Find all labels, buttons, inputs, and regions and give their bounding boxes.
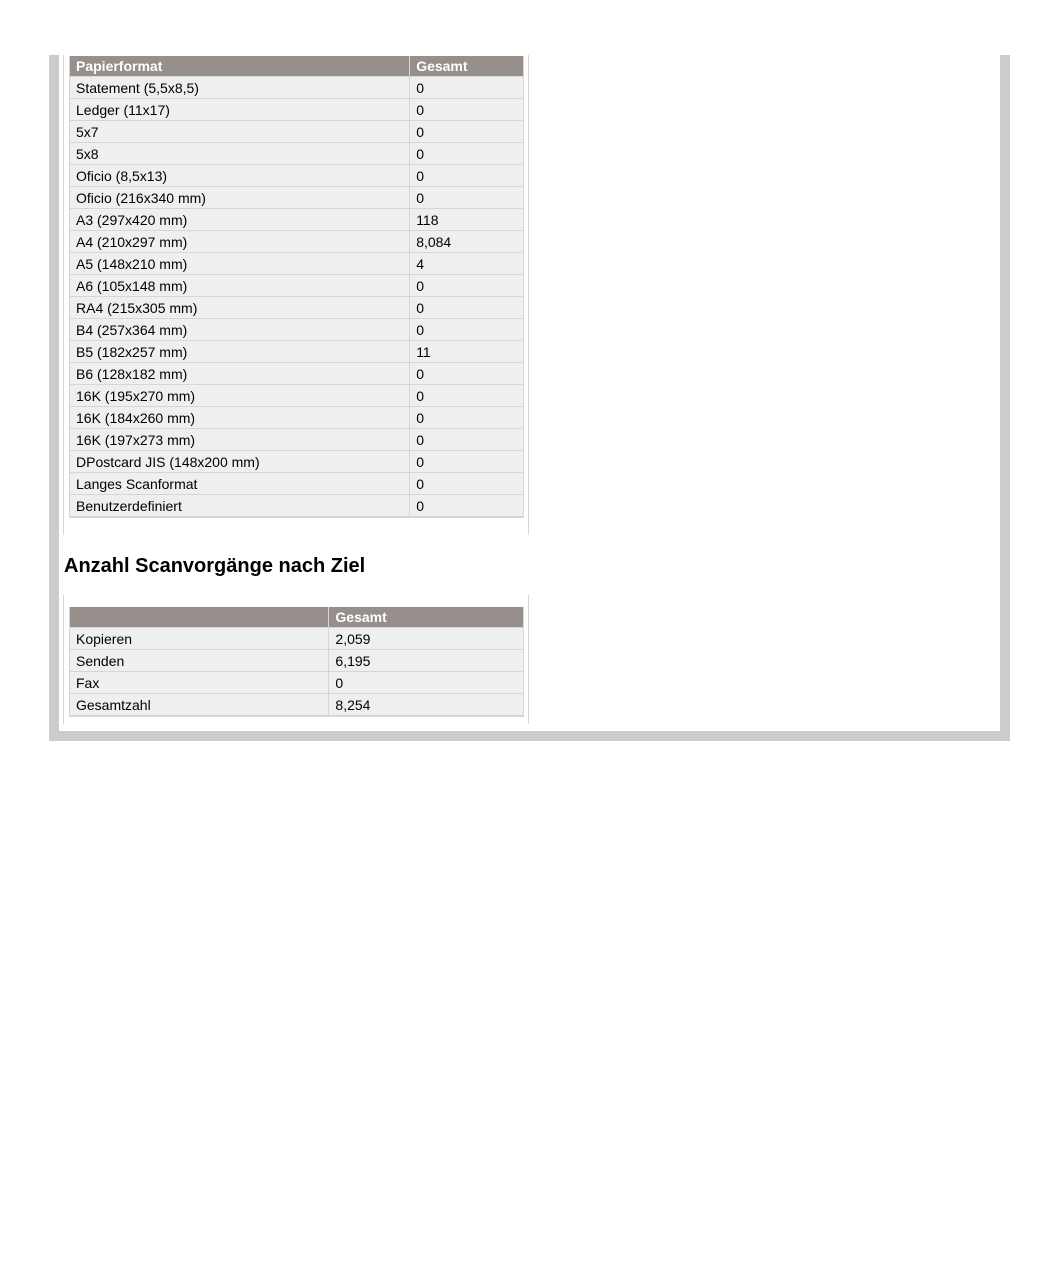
table-row xyxy=(70,429,524,451)
paper-size-cell: RA4 (215x305 mm) xyxy=(70,297,410,319)
paper-size-cell: Oficio (216x340 mm) xyxy=(70,187,410,209)
paper-size-cell: Ledger (11x17) xyxy=(70,99,410,121)
paper-size-cell: DPostcard JIS (148x200 mm) xyxy=(70,451,410,473)
destination-table xyxy=(69,607,524,717)
table-row xyxy=(70,187,524,209)
total-cell: 0 xyxy=(410,297,524,319)
destination-cell: Kopieren xyxy=(70,628,329,650)
total-cell: 0 xyxy=(410,77,524,99)
paper-size-cell: A3 (297x420 mm) xyxy=(70,209,410,231)
total-cell: 0 xyxy=(410,319,524,341)
table-row xyxy=(70,495,524,518)
table-row xyxy=(70,385,524,407)
paper-size-cell: Statement (5,5x8,5) xyxy=(70,77,410,99)
table-row xyxy=(70,297,524,319)
table-row xyxy=(70,451,524,473)
destination-cell: Senden xyxy=(70,650,329,672)
table-row xyxy=(70,650,524,672)
table-row xyxy=(70,363,524,385)
table-row xyxy=(70,209,524,231)
total-cell: 8,254 xyxy=(329,694,524,717)
table-row xyxy=(70,121,524,143)
total-cell: 0 xyxy=(329,672,524,694)
paper-size-table-container xyxy=(63,55,529,535)
table-row xyxy=(70,407,524,429)
table-header-row xyxy=(70,56,524,77)
total-cell: 0 xyxy=(410,495,524,518)
table-row xyxy=(70,694,524,717)
table-row xyxy=(70,143,524,165)
column-header-total: Gesamt xyxy=(329,607,524,628)
paper-size-cell: B6 (128x182 mm) xyxy=(70,363,410,385)
total-cell: 0 xyxy=(410,99,524,121)
total-cell: 0 xyxy=(410,363,524,385)
table-row xyxy=(70,628,524,650)
destination-table-container xyxy=(63,595,529,724)
paper-size-table xyxy=(69,56,524,518)
report-frame xyxy=(49,55,1010,741)
paper-size-cell: Langes Scanformat xyxy=(70,473,410,495)
total-cell: 0 xyxy=(410,473,524,495)
total-cell: 0 xyxy=(410,275,524,297)
paper-size-cell: 5x8 xyxy=(70,143,410,165)
paper-size-cell: A6 (105x148 mm) xyxy=(70,275,410,297)
paper-size-cell: 5x7 xyxy=(70,121,410,143)
paper-size-cell: 16K (184x260 mm) xyxy=(70,407,410,429)
total-cell: 0 xyxy=(410,121,524,143)
total-cell: 0 xyxy=(410,385,524,407)
table-row xyxy=(70,341,524,363)
total-cell: 0 xyxy=(410,187,524,209)
total-cell: 6,195 xyxy=(329,650,524,672)
total-cell: 4 xyxy=(410,253,524,275)
column-header-total: Gesamt xyxy=(410,56,524,77)
total-cell: 2,059 xyxy=(329,628,524,650)
table-row xyxy=(70,99,524,121)
total-cell: 0 xyxy=(410,429,524,451)
paper-size-cell: B4 (257x364 mm) xyxy=(70,319,410,341)
report-panel xyxy=(59,55,1000,731)
table-header-row xyxy=(70,607,524,628)
column-header-paper-size: Papierformat xyxy=(70,56,410,77)
paper-size-cell: A4 (210x297 mm) xyxy=(70,231,410,253)
table-row xyxy=(70,253,524,275)
total-cell: 0 xyxy=(410,165,524,187)
section-heading-scans-by-destination: Anzahl Scanvorgänge nach Ziel xyxy=(64,555,366,577)
destination-cell: Gesamtzahl xyxy=(70,694,329,717)
paper-size-cell: 16K (195x270 mm) xyxy=(70,385,410,407)
total-cell: 0 xyxy=(410,407,524,429)
paper-size-cell: B5 (182x257 mm) xyxy=(70,341,410,363)
table-row xyxy=(70,231,524,253)
paper-size-cell: Benutzerdefiniert xyxy=(70,495,410,518)
paper-size-cell: Oficio (8,5x13) xyxy=(70,165,410,187)
total-cell: 118 xyxy=(410,209,524,231)
total-cell: 0 xyxy=(410,143,524,165)
table-row xyxy=(70,165,524,187)
table-row xyxy=(70,473,524,495)
total-cell: 0 xyxy=(410,451,524,473)
column-header-destination xyxy=(70,607,329,628)
total-cell: 11 xyxy=(410,341,524,363)
paper-size-cell: A5 (148x210 mm) xyxy=(70,253,410,275)
table-row xyxy=(70,672,524,694)
total-cell: 8,084 xyxy=(410,231,524,253)
table-row xyxy=(70,319,524,341)
table-row xyxy=(70,77,524,99)
destination-cell: Fax xyxy=(70,672,329,694)
paper-size-cell: 16K (197x273 mm) xyxy=(70,429,410,451)
table-row xyxy=(70,275,524,297)
